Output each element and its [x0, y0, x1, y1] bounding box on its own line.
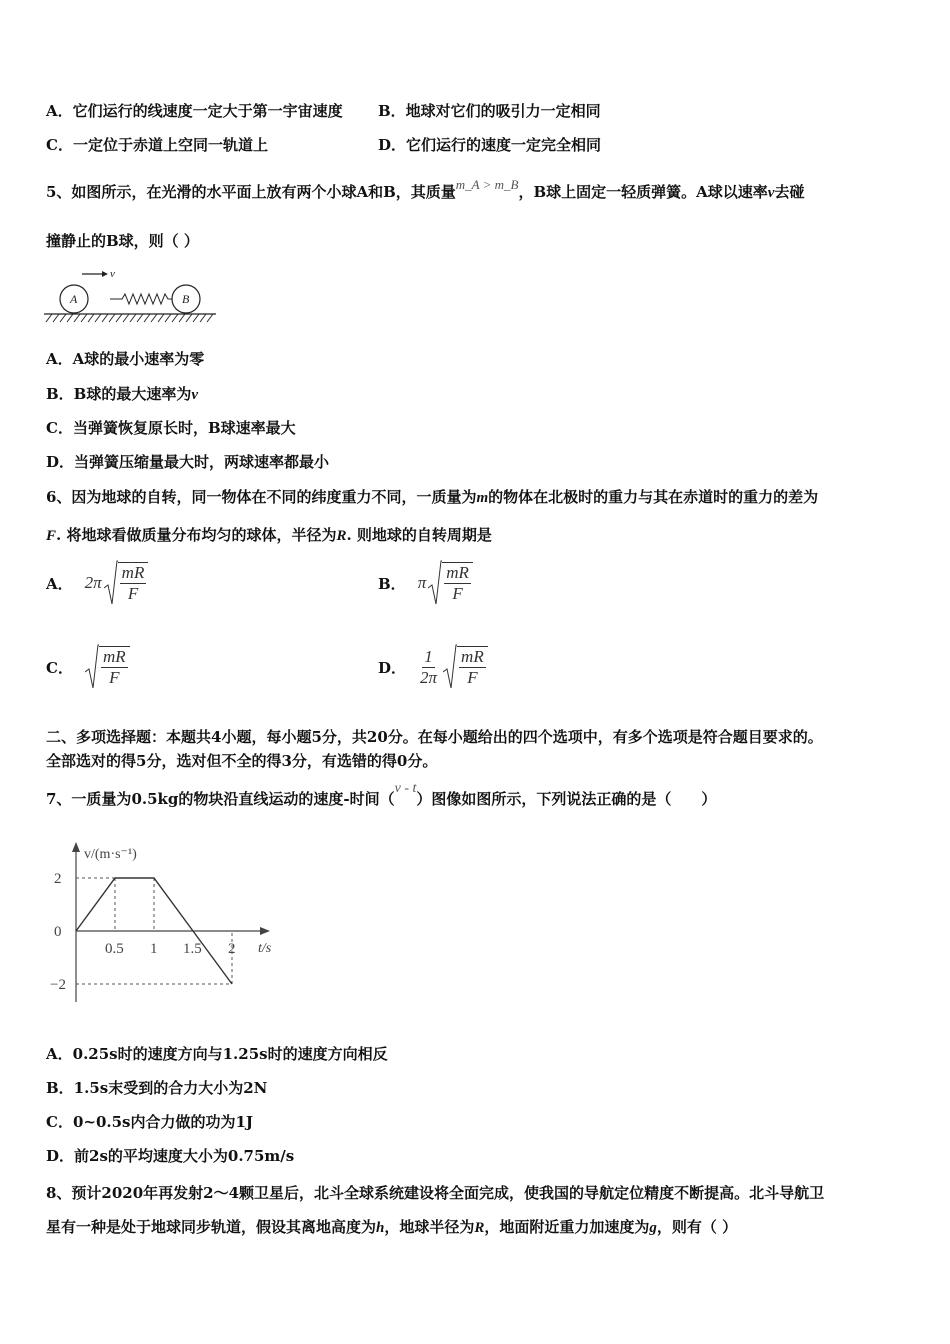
x-tick-label: 1.5 — [183, 941, 202, 957]
q6-option-d-num: mR — [461, 647, 484, 666]
y-axis-arrow — [72, 842, 80, 852]
q5-stem-line2: 撞静止的B球，则（ ） — [46, 232, 199, 250]
q5-option-c: C．当弹簧恢复原长时，B球速率最大 — [46, 419, 296, 437]
sqrt-icon — [443, 644, 488, 690]
q6-F-var: F — [46, 528, 57, 544]
q6-option-d-label: D． — [378, 658, 407, 677]
q6-stem-post: 的物体在北极时的重力与其在赤道时的重力的差为 — [488, 488, 819, 506]
q8-stem-line2-mid1: ，地球半径为 — [384, 1218, 475, 1236]
x-tick-label: 1 — [150, 941, 158, 957]
q7-vt-label: v - t — [394, 781, 417, 796]
q5-stem-line1 — [46, 177, 805, 204]
x-tick-label: 0.5 — [105, 941, 124, 957]
q4-option-d: D．它们运行的速度一定完全相同 — [378, 136, 602, 154]
q5-stem-post: ，B球上固定一轻质弹簧。A球以速率 — [518, 183, 768, 201]
q6-stem-pre: 6、因为地球的自转，同一物体在不同的纬度重力不同，一质量为 — [46, 488, 477, 506]
q7-stem-post: ）图像如图所示，下列说法正确的是（ ） — [416, 790, 717, 808]
q6-option-b — [378, 560, 473, 606]
x-tick-label: 2 — [228, 941, 236, 957]
q6-option-b-coef: π — [417, 573, 427, 592]
q7-option-b: B．1.5s末受到的合力大小为2N — [46, 1079, 268, 1097]
q6-option-a-label: A． — [46, 574, 73, 593]
q8-stem-line2 — [46, 1216, 737, 1239]
q5-option-b — [46, 383, 198, 406]
q6-R-var: R — [336, 528, 347, 544]
q4-option-c: C．一定位于赤道上空同一轨道上 — [46, 136, 268, 154]
section2-line1: 二、多项选择题：本题共4小题，每小题5分，共20分。在每小题给出的四个选项中，有多个选项是符合题目要求的。 — [46, 728, 823, 746]
q6-option-a-coef: 2π — [84, 573, 102, 592]
q5-option-a: A．A球的最小速率为零 — [46, 350, 205, 368]
q6-stem-line2-pre: . 将地球看做质量分布均匀的球体，半径为 — [56, 526, 337, 544]
q5-option-d: D．当弹簧压缩量最大时，两球速率都最小 — [46, 453, 330, 471]
q6-option-b-num: mR — [446, 563, 469, 582]
q7-stem — [46, 781, 717, 812]
sqrt-icon — [104, 560, 149, 606]
q6-option-a — [46, 560, 148, 606]
q6-option-a-den: F — [127, 584, 139, 603]
q6-option-d-den: F — [467, 668, 478, 687]
q5-option-b-text: B．B球的最大速率为 — [46, 385, 192, 403]
q6-option-d-coef — [418, 647, 439, 688]
section2-line2: 全部选对的得5分，选对但不全的得3分，有选错的得0分。 — [46, 752, 438, 770]
q4-option-b: B．地球对它们的吸引力一定相同 — [378, 102, 601, 120]
q5-stem-tail: 去碰 — [774, 183, 805, 201]
q6-option-b-den: F — [452, 584, 463, 603]
y-axis-label: v/(m·s⁻¹) — [84, 847, 137, 862]
q8-R-var: R — [474, 1220, 485, 1236]
q6-option-b-label: B． — [378, 574, 406, 593]
velocity-label: v — [110, 268, 115, 280]
sqrt-icon — [85, 644, 130, 690]
ground-hatching — [46, 314, 213, 322]
q4-option-a: A．它们运行的线速度一定大于第一宇宙速度 — [46, 102, 343, 120]
x-axis-arrow — [260, 927, 270, 935]
q7-option-c: C．0~0.5s内合力做的功为1J — [46, 1113, 254, 1131]
spring — [110, 294, 172, 304]
q6-option-a-num: mR — [121, 563, 145, 582]
q6-option-c-num: mR — [102, 647, 126, 666]
q5-v-var: v — [767, 185, 775, 201]
sqrt-icon — [428, 560, 473, 606]
ball-a-label: A — [70, 292, 78, 306]
q5-stem-pre: 5、如图所示，在光滑的水平面上放有两个小球A和B，其质量 — [46, 183, 456, 201]
q5-mass-relation: m_A > m_B — [455, 177, 519, 192]
q6-stem-line1 — [46, 486, 818, 509]
q6-option-c-label: C． — [46, 658, 73, 677]
y-tick-label: −2 — [50, 977, 66, 993]
x-axis-label: t/s — [258, 941, 272, 956]
q7-option-a: A．0.25s时的速度方向与1.25s时的速度方向相反 — [46, 1045, 388, 1063]
q8-stem-line2-pre: 星有一种是处于地球同步轨道，假设其离地高度为 — [46, 1218, 377, 1236]
q8-h-var: h — [376, 1220, 385, 1236]
q6-option-d-coef-num: 1 — [424, 646, 433, 666]
q6-stem-line2-post: . 则地球的自转周期是 — [346, 526, 492, 544]
velocity-arrowhead — [102, 271, 108, 277]
q7-stem-pre: 7、一质量为0.5kg的物块沿直线运动的速度-时间（ — [46, 790, 395, 808]
q7-option-d: D．前2s的平均速度大小为0.75m/s — [46, 1147, 295, 1165]
q5-collision-figure — [44, 264, 220, 326]
q8-stem-line1: 8、预计2020年再发射2～4颗卫星后，北斗全球系统建设将全面完成，使我国的导航定位精度不断提高。北斗导航卫 — [46, 1184, 825, 1202]
q5-option-b-var: v — [191, 387, 199, 403]
y-tick-label: 2 — [54, 871, 62, 887]
q8-g-var: g — [649, 1220, 657, 1236]
q8-stem-line2-post: ，则有（ ） — [656, 1218, 738, 1236]
q7-vt-chart — [44, 838, 284, 1010]
q6-option-c-den: F — [109, 668, 120, 687]
q6-m-var: m — [476, 490, 489, 506]
q6-stem-line2 — [46, 524, 492, 547]
q6-option-c — [46, 644, 130, 690]
q6-option-d — [378, 644, 488, 690]
q8-stem-line2-mid2: ，地面附近重力加速度为 — [484, 1218, 650, 1236]
y-tick-label: 0 — [54, 924, 62, 940]
ball-b-label: B — [182, 292, 190, 306]
q6-option-d-coef-den: 2π — [420, 667, 438, 687]
